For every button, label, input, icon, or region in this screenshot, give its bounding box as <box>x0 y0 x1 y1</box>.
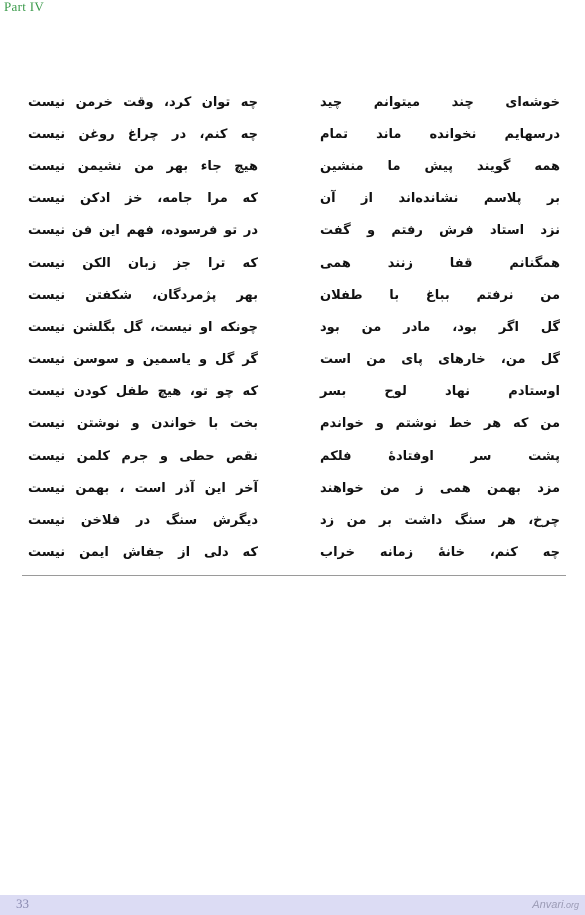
second-hemistich: چونکه او نیست، گل بگلشن نیست <box>28 319 258 335</box>
watermark-main: Anvari <box>532 899 564 911</box>
second-hemistich: بخت با خواندن و نوشتن نیست <box>28 416 258 432</box>
second-hemistich: چه توان کرد، وقت خرمن نیست <box>28 94 258 110</box>
running-header: Part IV <box>4 0 45 14</box>
second-hemistich: هیچ جاء بهر من نشیمن نیست <box>28 158 258 174</box>
first-hemistich: همه گویند پیش ما منشین <box>320 158 560 174</box>
first-hemistich: همگنانم قفا زنند همی <box>320 255 560 271</box>
first-hemistich: من نرفتم بباغ با طفلان <box>320 287 560 303</box>
poem <box>28 86 560 569</box>
watermark-suffix: .org <box>563 900 579 910</box>
second-hemistich: آخر این آذر است ، بهمن نیست <box>28 480 258 496</box>
first-hemistich: خوشه‌ای چند میتوانم چید <box>320 94 560 110</box>
first-hemistich: مزد بهمن همی ز من خواهند <box>320 480 560 496</box>
couplet-row <box>28 311 560 343</box>
first-hemistich: اوستادم نهاد لوح بسر <box>320 384 560 400</box>
couplet-row <box>28 408 560 440</box>
couplet-row <box>28 537 560 569</box>
couplet-row <box>28 247 560 279</box>
couplet-row <box>28 215 560 247</box>
first-hemistich: من که هر خط نوشتم و خواندم <box>320 416 560 432</box>
couplet-row <box>28 183 560 215</box>
first-hemistich: نزد استاد فرش رفتم و گفت <box>320 223 560 239</box>
footer-band <box>0 895 585 915</box>
couplet-row <box>28 279 560 311</box>
second-hemistich: دیگرش سنگ در فلاخن نیست <box>28 513 258 529</box>
couplet-row <box>28 150 560 182</box>
second-hemistich: که ترا جز زبان الکن نیست <box>28 255 258 271</box>
first-hemistich: بر پلاسم نشانده‌اند از آن <box>320 191 560 207</box>
couplet-row <box>28 504 560 536</box>
second-hemistich: که دلی از جفاش ایمن نیست <box>28 545 258 561</box>
watermark <box>532 899 579 911</box>
second-hemistich: که مرا جامه، خز ادکن نیست <box>28 191 258 207</box>
couplet-row <box>28 344 560 376</box>
first-hemistich: پشت سر اوفتادهٔ فلکم <box>320 448 560 464</box>
first-hemistich: چرخ، هر سنگ داشت بر من زد <box>320 513 560 529</box>
page-number: 33 <box>16 896 29 911</box>
second-hemistich: نقص حطی و جرم کلمن نیست <box>28 448 258 464</box>
second-hemistich: که چو تو، هیچ طفل کودن نیست <box>28 384 258 400</box>
first-hemistich: چه کنم، خانهٔ زمانه خراب <box>320 545 560 561</box>
second-hemistich: چه کنم، در چراغ روغن نیست <box>28 126 258 142</box>
second-hemistich: گر گل و یاسمین و سوسن نیست <box>28 352 258 368</box>
first-hemistich: درسهایم نخوانده ماند تمام <box>320 126 560 142</box>
first-hemistich: گل من، خارهای پای من است <box>320 352 560 368</box>
second-hemistich: در تو فرسوده، فهم این فن نیست <box>28 223 258 239</box>
couplet-row <box>28 118 560 150</box>
second-hemistich: بهر پژمردگان، شکفتن نیست <box>28 287 258 303</box>
couplet-row <box>28 472 560 504</box>
separator-rule <box>22 575 566 576</box>
couplet-row <box>28 86 560 118</box>
couplet-row <box>28 440 560 472</box>
first-hemistich: گل اگر بود، مادر من بود <box>320 319 560 335</box>
couplet-row <box>28 376 560 408</box>
